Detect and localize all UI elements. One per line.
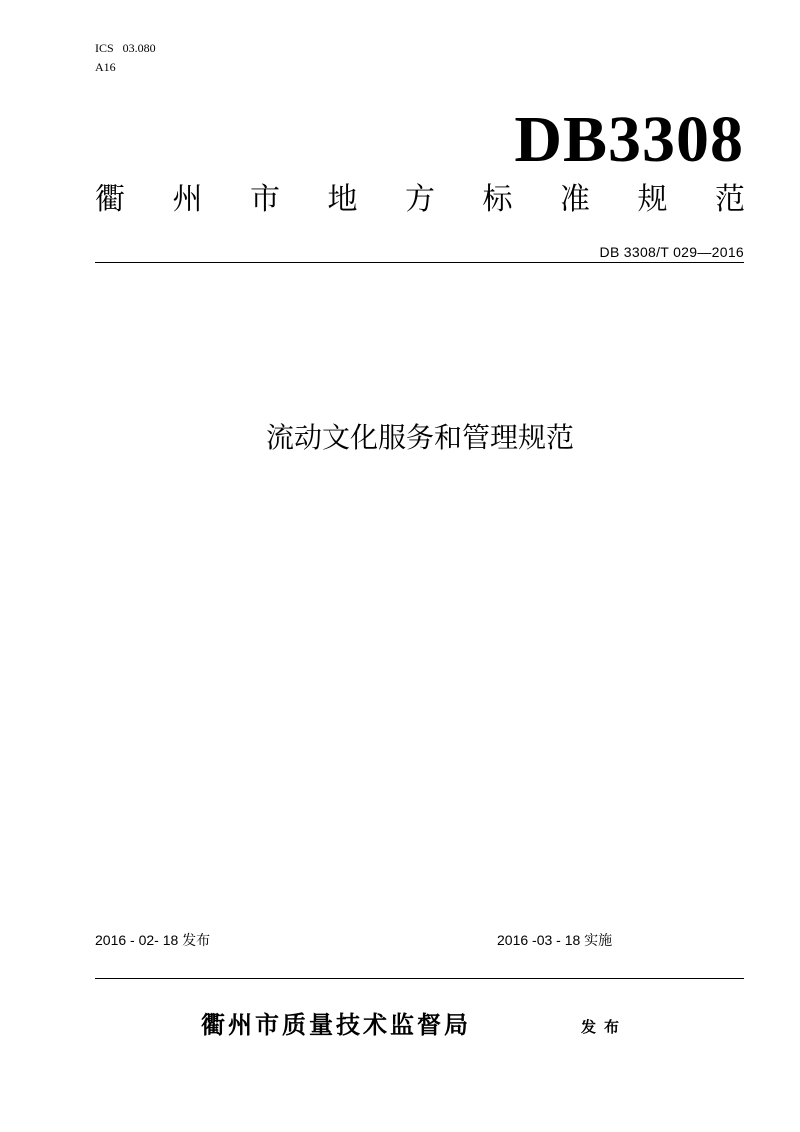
header-divider [95,262,744,263]
implementation-date: 2016 -03 - 18 实施 [497,932,613,948]
standard-type-char: 州 [172,182,203,217]
standard-type-char: 地 [327,182,358,217]
standard-type-char: 规 [637,182,668,217]
document-title: 流动文化服务和管理规范 [265,421,574,454]
standard-type-char: 衢 [95,182,125,217]
standard-type-heading [95,180,745,220]
publisher-name: 衢州市质量技术监督局 [201,1011,471,1039]
classification-code: A16 [95,60,116,74]
standard-type-char: 标 [482,182,513,217]
issue-date: 2016 - 02- 18 发布 [95,932,211,948]
standard-number: DB 3308/T 029—2016 [599,244,744,260]
publish-label: 发布 [581,1018,628,1036]
standard-type-char: 市 [250,182,280,217]
footer-divider [95,978,744,979]
standard-type-char: 准 [560,182,590,217]
standard-mark: DB3308 [514,103,744,176]
standard-type-char: 方 [405,182,435,217]
ics-code: ICS 03.080 [95,41,156,55]
standard-type-char: 范 [715,182,745,217]
